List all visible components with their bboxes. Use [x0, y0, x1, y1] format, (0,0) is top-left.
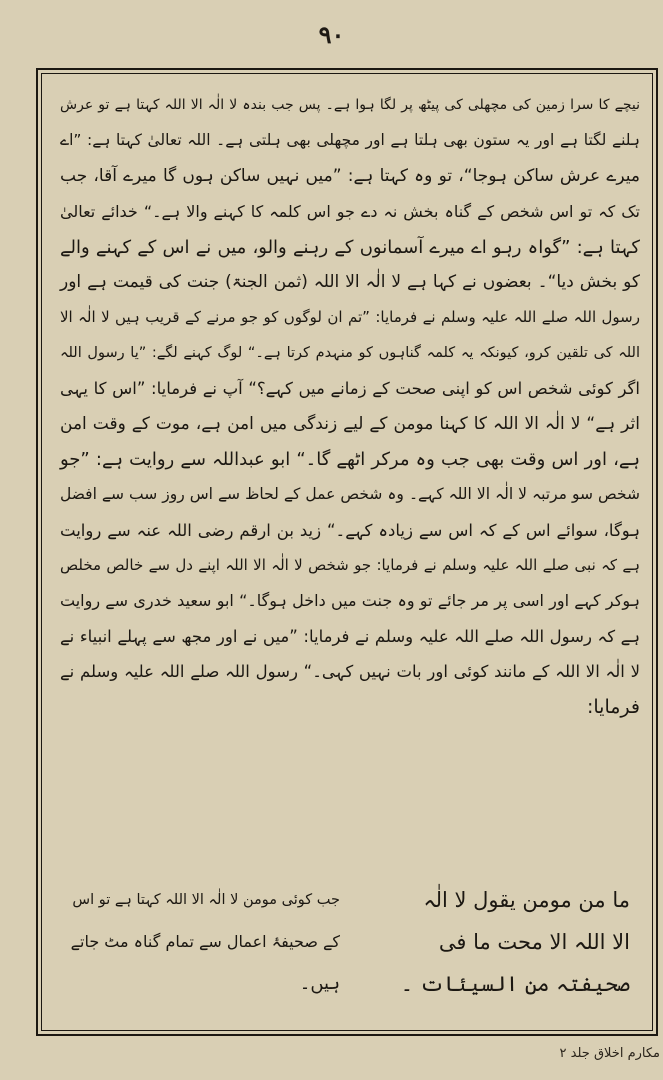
- text-line: فرمایا:: [586, 695, 640, 718]
- page-number: ۹۰: [318, 20, 345, 49]
- text-line: ہلنے لگتا ہے اور یہ ستون بھی ہلتا ہے اور مچھلی بھی ہلتی ہے۔ اللہ تعالیٰ کہتا ہے: ”اے: [60, 131, 640, 150]
- urdu-translation-line: جب کوئی مومن لا الٰہ الا اللہ کہتا ہے تو اس: [72, 892, 340, 908]
- hadith-verse-block: [70, 880, 630, 1010]
- urdu-translation-line: ہیں۔: [299, 973, 340, 994]
- text-line: ہوگا، سوائے اس کے کہ اس سے زیادہ کہے۔“ زید بن ارقم رضی اللہ عنہ سے روایت: [60, 520, 640, 540]
- verse-row: [70, 922, 630, 962]
- text-line: شخص سو مرتبہ لا الٰہ الا اللہ کہے۔ وہ شخص عمل کے لحاظ سے اس روز سب سے افضل: [60, 485, 640, 504]
- arabic-verse-line: ما من مومن یقول لا الٰہ: [423, 888, 630, 912]
- text-line: ہے، اور اس وقت بھی جب وہ مرکر اٹھے گا۔“ ابو عبداللہ سے روایت ہے: ”جو: [60, 448, 640, 470]
- text-line: اثر ہے“ لا الٰہ الا اللہ کا کہنا مومن کے لیے زندگی میں امن ہے، موت کے وقت امن: [60, 413, 640, 434]
- text-line: لا الٰہ الا اللہ کے مانند کوئی اور بات نہیں کہی۔“ رسول اللہ صلے اللہ علیہ وسلم نے: [60, 662, 640, 682]
- footer-book-title: مکارم اخلاق جلد ۲: [559, 1046, 660, 1061]
- text-line: کو بخش دیا“۔ بعضوں نے کہا ہے لا الٰہ الا اللہ (ثمن الجنۃ) جنت کی قیمت ہے اور: [60, 271, 640, 292]
- text-line: میرے عرش ساکن ہوجا“، تو وہ کہتا ہے: ”میں نہیں ساکن ہوں گا میرے آقا، جب: [60, 165, 640, 186]
- text-line: رسول اللہ صلے اللہ علیہ وسلم نے فرمایا: ”تم ان لوگوں کو جو مرنے کے قریب ہیں لا الٰہ الا: [60, 308, 640, 327]
- verse-row: [70, 964, 630, 1004]
- verse-row: [70, 880, 630, 920]
- text-line: اللہ کی تلقین کرو، کیونکہ یہ کلمہ گناہوں کو منہدم کرتا ہے۔“ لوگ کہنے لگے: ”یا رسول اللہ: [60, 344, 640, 361]
- text-line: ہوکر کہے اور اسی پر مر جائے تو وہ جنت میں داخل ہوگا۔“ ابو سعید خدری سے روایت: [60, 591, 640, 611]
- text-line: تک کہ تو اس شخص کے گناہ بخش نہ دے جو اس کلمہ کا کہنے والا ہے۔“ خدائے تعالیٰ: [60, 202, 640, 222]
- arabic-verse-line: الا اللہ الا محت ما فی: [438, 930, 630, 954]
- text-line: ہے کہ رسول اللہ صلے اللہ علیہ وسلم نے فرمایا: ”میں نے اور مجھ سے پہلے انبیاء نے: [60, 626, 640, 646]
- urdu-translation-line: کے صحیفۂ اعمال سے تمام گناہ مٹ جاتے: [70, 932, 340, 951]
- text-line: نیچے کا سرا زمین کی مچھلی کی پیٹھ پر لگا ہوا ہے۔ پس جب بندہ لا الٰہ الا اللہ کہتا ہے تو عرش: [60, 97, 640, 113]
- body-text: [60, 88, 640, 725]
- text-line: اگر کوئی شخص اس کو اپنی صحت کے زمانے میں کہے؟“ آپ نے فرمایا: ”اس کا یہی: [60, 379, 640, 399]
- arabic-verse-line: صحیفتہ من السیئات ۔: [400, 972, 630, 996]
- text-line: ہے کہ نبی صلے اللہ علیہ وسلم نے فرمایا: جو شخص لا الٰہ الا اللہ اپنے دل سے خالص مخلص: [60, 556, 640, 575]
- text-line: کہتا ہے: ”گواہ رہو اے میرے آسمانوں کے رہنے والو، میں نے اس کے کہنے والے: [60, 236, 640, 258]
